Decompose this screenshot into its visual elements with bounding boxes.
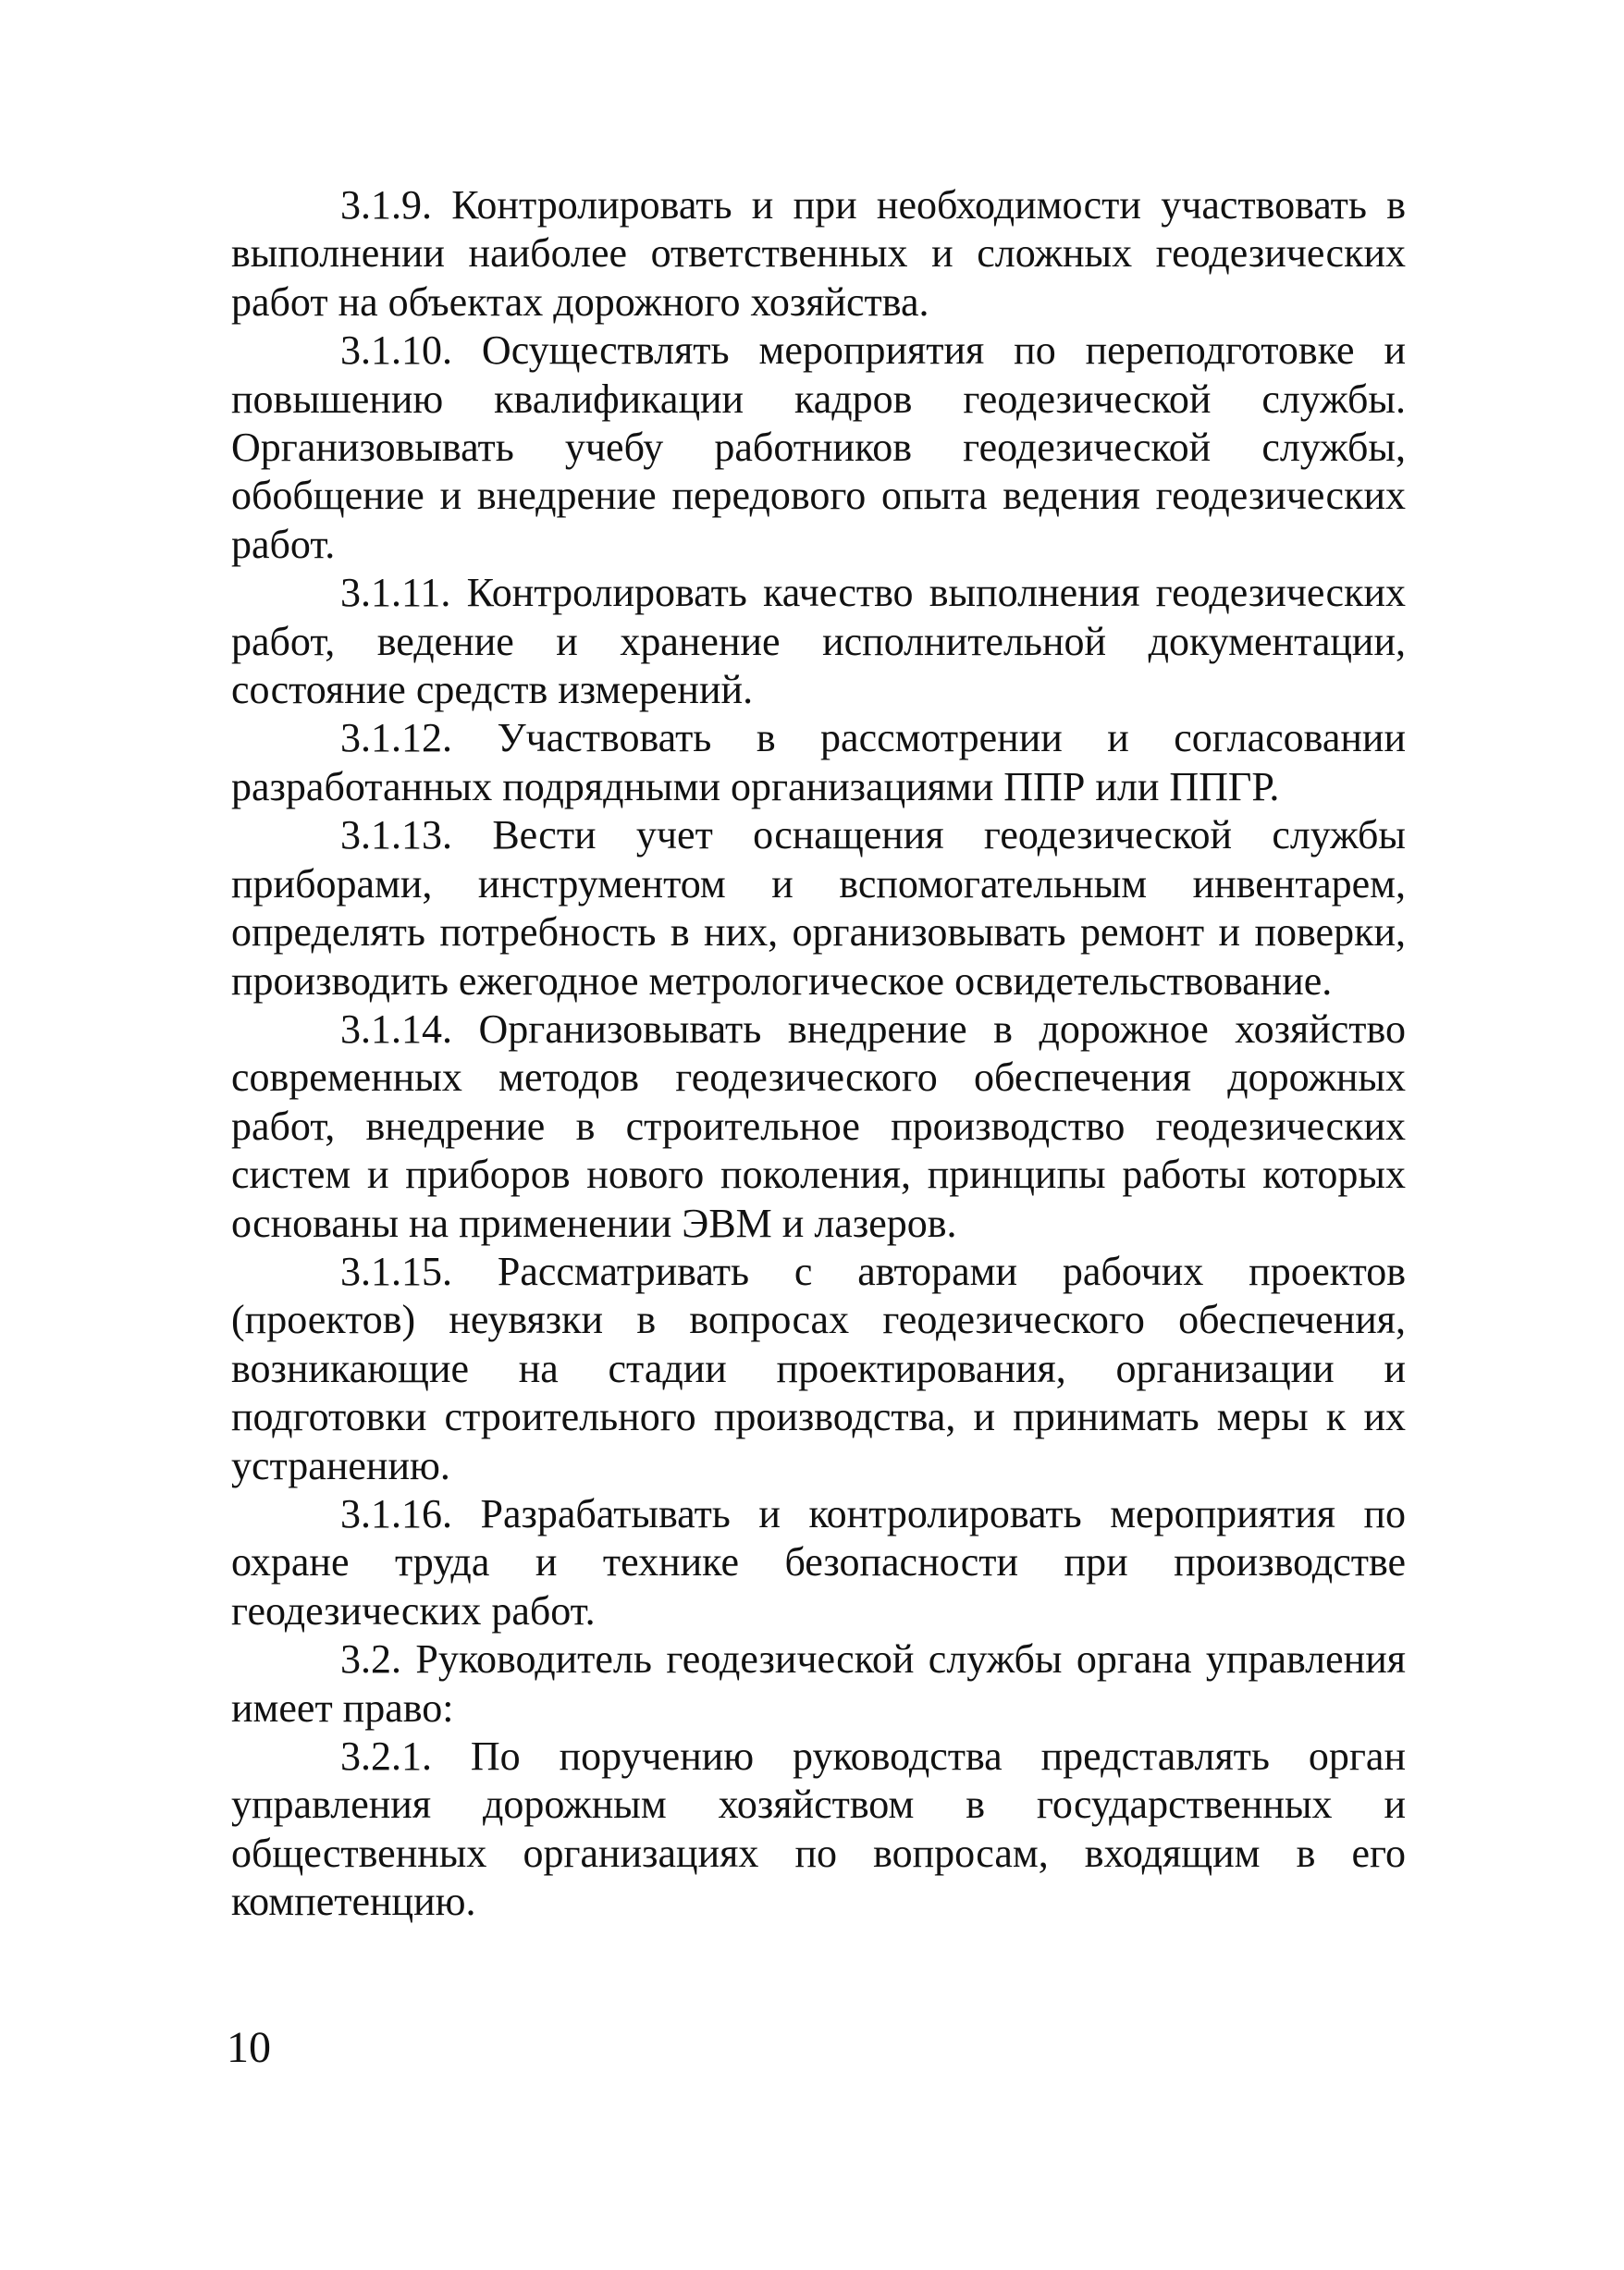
paragraph-3-1-14: 3.1.14. Организовывать внедрение в дорожное хозяйство современных методов геодезического обеспечения дорожных работ, внедрение в строительное производство геодезических систем и приборов нового поколения, принципы работы которых основаны на применении ЭВМ и лазеров.	[231, 1005, 1406, 1246]
paragraph-3-2-1: 3.2.1. По поручению руководства представлять орган управления дорожным хозяйством в государственных и общественных организациях по вопросам, входящим в его компетенцию.	[231, 1733, 1406, 1925]
paragraph-3-1-15: 3.1.15. Рассматривать с авторами рабочих проектов (проектов) неувязки в вопросах геодезического обеспечения, возникающие на стадии проектирования, организации и подготовки строительного производства, и принимать меры к их устранению.	[231, 1248, 1406, 1488]
paragraph-3-1-10: 3.1.10. Осуществлять мероприятия по переподготовке и повышению квалификации кадров геодезической службы. Организовывать учебу работников геодезической службы, обобщение и внедрение передового опыта ведения геодезических работ.	[231, 327, 1406, 567]
paragraph-3-1-9: 3.1.9. Контролировать и при необходимости участвовать в выполнении наиболее ответственных и сложных геодезических работ на объектах дорожного хозяйства.	[231, 182, 1406, 325]
body-text	[231, 181, 1406, 1927]
paragraph-3-1-13: 3.1.13. Вести учет оснащения геодезической службы приборами, инструментом и вспомогательным инвентарем, определять потребность в них, организовывать ремонт и поверки, производить ежегодное метрологическое освидетельствование.	[231, 812, 1406, 1004]
page-number: 10	[227, 2023, 271, 2072]
paragraph-3-1-16: 3.1.16. Разрабатывать и контролировать мероприятия по охране труда и технике безопасности при производстве геодезических работ.	[231, 1490, 1406, 1634]
paragraph-3-1-12: 3.1.12. Участвовать в рассмотрении и согласовании разработанных подрядными организациями ППР или ППГР.	[231, 715, 1406, 809]
paragraph-3-2: 3.2. Руководитель геодезической службы органа управления имеет право:	[231, 1636, 1406, 1731]
paragraph-3-1-11: 3.1.11. Контролировать качество выполнения геодезических работ, ведение и хранение исполнительной документации, состояние средств измерений.	[231, 570, 1406, 713]
